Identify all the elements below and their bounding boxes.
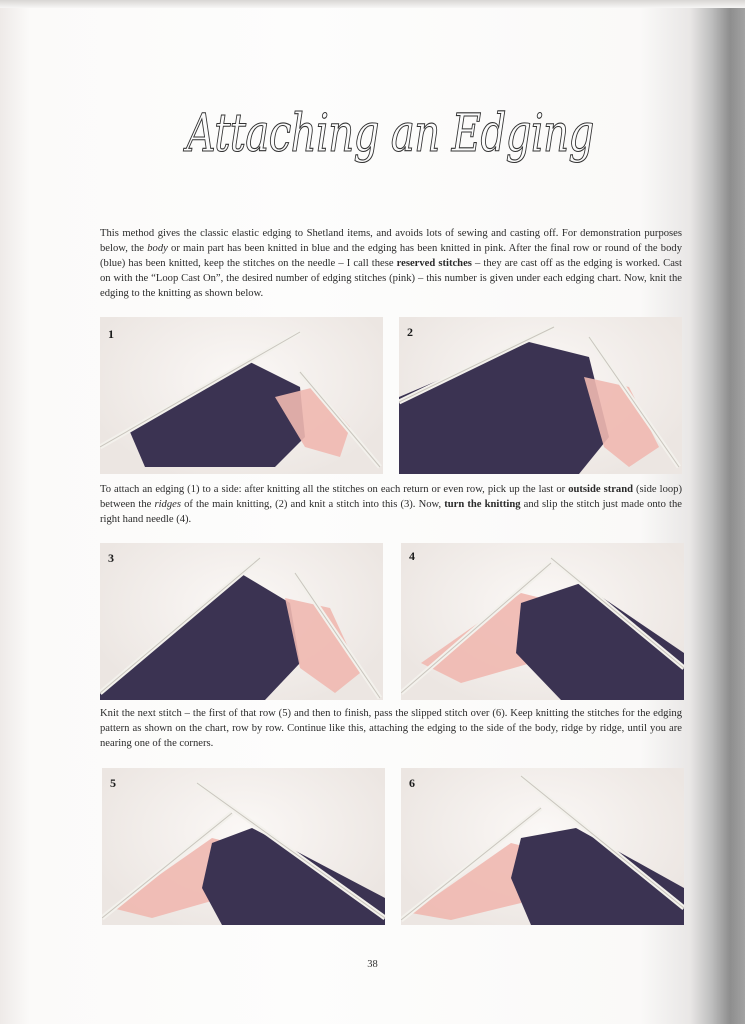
photo-number-5: 5 [110, 776, 116, 790]
page-title: Attaching an Edging [186, 104, 594, 164]
step-paragraph-1 [100, 482, 682, 527]
intro-text-3: – they are cast off as the edging is worked. Cast on with the “Loop Cast On”, the desired number of edging stitches (pink) – this number is given under each edging chart. Now, knit the edging to the knitting as shown below. [100, 258, 682, 299]
step1-text-4: and slip the stitch just made onto the right hand needle (4). [100, 499, 682, 525]
intro-text-1: This method gives the classic elastic edging to Shetland items, and avoids lots of sewing and casting off. For demonstration purposes below, the [100, 228, 682, 254]
step1-text-1: To attach an edging (1) to a side: after knitting all the stitches on each return or even row, pick up the last or [100, 484, 569, 495]
intro-paragraph [100, 226, 682, 301]
knitting-illustration-3 [100, 543, 383, 700]
photo-step-6 [401, 768, 684, 925]
photo-number-3: 3 [108, 551, 114, 565]
photo-number-6: 6 [409, 776, 415, 790]
intro-bold-reserved: reserved stitches [396, 258, 472, 269]
page-number: 38 [367, 959, 378, 970]
step1-text-2: (side loop) between the [100, 484, 682, 510]
knitting-illustration-2 [399, 317, 682, 474]
photo-number-2: 2 [407, 325, 413, 339]
photo-step-3 [100, 543, 383, 700]
knitting-illustration-6 [401, 768, 684, 925]
knitting-illustration-1 [100, 317, 383, 474]
knitting-illustration-5 [102, 768, 385, 925]
step1-bold-turn: turn the knitting [444, 499, 521, 510]
step1-italic-ridges: ridges [154, 499, 181, 510]
step-paragraph-2 [100, 706, 682, 751]
page-top-edge [0, 0, 745, 8]
photo-step-5 [102, 768, 385, 925]
photo-step-2 [399, 317, 682, 474]
knitting-illustration-4 [401, 543, 684, 700]
intro-italic-body: body [147, 243, 168, 254]
step2-text-1: Knit the next stitch – the first of that row (5) and then to finish, pass the slipped stitch over (6). Keep knitting the stitches for the edging pattern as shown on the chart, row by row. Continue like this, attaching the edging to the side of the body, ridge by ridge, until you are nearing one of the corners. [100, 708, 682, 749]
photo-step-4 [401, 543, 684, 700]
intro-text-2: or main part has been knitted in blue and the edging has been knitted in pink. After the final row or round of the body (blue) has been knitted, keep the stitches on the needle – I call these [100, 243, 682, 269]
photo-number-1: 1 [108, 327, 114, 341]
photo-number-4: 4 [409, 549, 415, 563]
step1-bold-outside-strand: outside strand [568, 484, 634, 495]
photo-step-1 [100, 317, 383, 474]
step1-text-3: of the main knitting, (2) and knit a stitch into this (3). Now, [180, 499, 445, 510]
